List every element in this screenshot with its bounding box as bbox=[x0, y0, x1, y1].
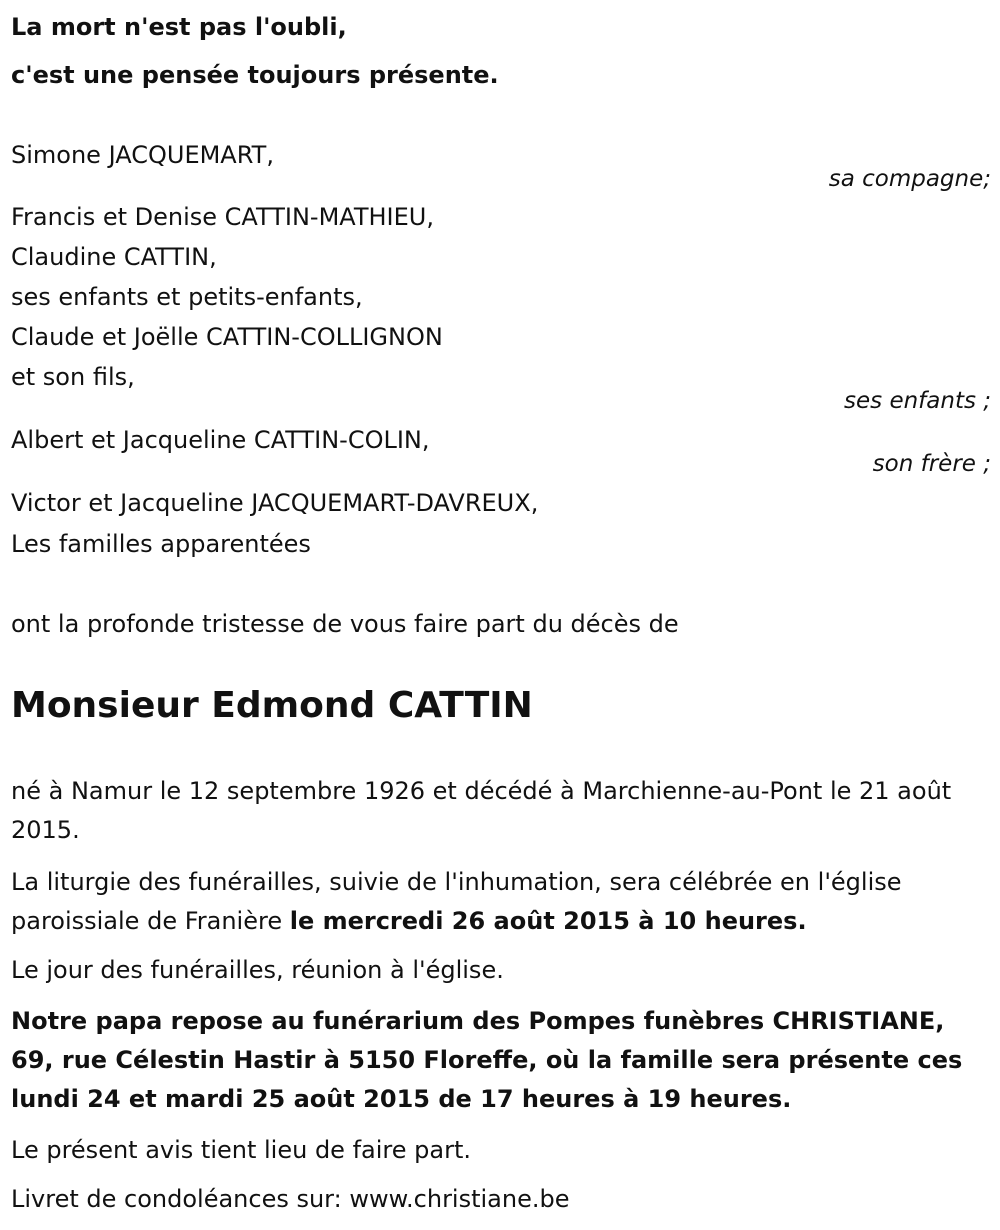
condolences-text: Livret de condoléances sur: www.christiane.be bbox=[11, 1185, 570, 1213]
liturgy-date: le mercredi 26 août 2015 à 10 heures. bbox=[289, 907, 807, 935]
gathering-details: Le jour des funérailles, réunion à l'église. bbox=[11, 956, 504, 984]
brother-name: Albert et Jacqueline CATTIN-COLIN, bbox=[11, 426, 430, 454]
companion-name: Simone JACQUEMART, bbox=[11, 141, 274, 169]
other-family-line-1: Victor et Jacqueline JACQUEMART-DAVREUX, bbox=[11, 489, 539, 517]
announcement-text: ont la profonde tristesse de vous faire part du décès de bbox=[11, 610, 679, 638]
child-line-3: ses enfants et petits-enfants, bbox=[11, 283, 363, 311]
child-line-4: Claude et Joëlle CATTIN-COLLIGNON bbox=[11, 323, 443, 351]
deceased-name: Monsieur Edmond CATTIN bbox=[11, 685, 533, 726]
child-line-5: et son fils, bbox=[11, 363, 135, 391]
brother-role: son frère ; bbox=[872, 451, 991, 477]
liturgy-text: La liturgie des funérailles, suivie de l'inhumation, sera célébrée en l'église paroissiale de Franière bbox=[11, 868, 902, 935]
notice-text: Le présent avis tient lieu de faire part. bbox=[11, 1136, 471, 1164]
children-role: ses enfants ; bbox=[844, 388, 991, 414]
child-line-1: Francis et Denise CATTIN-MATHIEU, bbox=[11, 203, 434, 231]
other-family-line-2: Les familles apparentées bbox=[11, 530, 311, 558]
birth-death-details: né à Namur le 12 septembre 1926 et décédé à Marchienne-au-Pont le 21 août 2015. bbox=[11, 777, 952, 844]
companion-role: sa compagne; bbox=[828, 166, 991, 192]
epigraph-line-2: c'est une pensée toujours présente. bbox=[11, 61, 499, 89]
child-line-2: Claudine CATTIN, bbox=[11, 243, 217, 271]
epigraph-line-1: La mort n'est pas l'oubli, bbox=[11, 13, 347, 41]
liturgy-details bbox=[11, 863, 981, 941]
funerarium-details: Notre papa repose au funérarium des Pompes funèbres CHRISTIANE, 69, rue Célestin Hastir à 5150 Floreffe, où la famille sera présente ces lundi 24 et mardi 25 août 2015 de 17 heures à 19 heures. bbox=[11, 1007, 963, 1113]
